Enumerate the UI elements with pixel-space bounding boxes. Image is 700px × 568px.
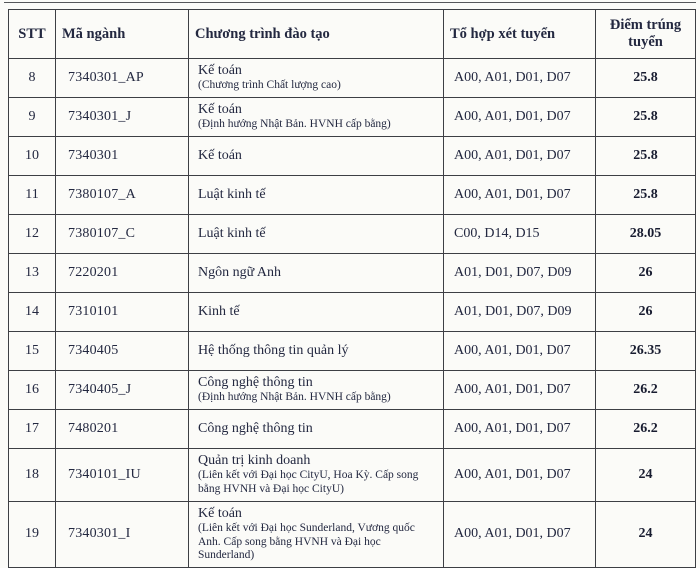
score-value: 26 bbox=[638, 265, 653, 280]
cell-score bbox=[596, 332, 696, 371]
cell-score bbox=[596, 449, 696, 502]
header-combination: Tổ hợp xét tuyển bbox=[444, 10, 596, 59]
table-row bbox=[9, 137, 696, 176]
score-value: 26.35 bbox=[629, 343, 662, 358]
table-header bbox=[9, 10, 696, 59]
program-name: Công nghệ thông tin bbox=[198, 420, 313, 436]
combination-value: A00, A01, D01, D07 bbox=[454, 343, 571, 358]
major-code-value: 7340301 bbox=[68, 148, 119, 163]
major-code-value: 7340301_AP bbox=[68, 70, 144, 85]
cell-combination bbox=[444, 293, 596, 332]
cell-stt bbox=[9, 410, 56, 449]
major-code-value: 7340301_J bbox=[68, 109, 132, 124]
table-row bbox=[9, 410, 696, 449]
cell-major-code bbox=[56, 371, 189, 410]
cell-program bbox=[189, 254, 444, 293]
cell-program bbox=[189, 215, 444, 254]
cell-major-code bbox=[56, 215, 189, 254]
cell-stt bbox=[9, 215, 56, 254]
major-code-value: 7340301_I bbox=[68, 526, 131, 542]
program-name: Hệ thống thông tin quản lý bbox=[198, 342, 349, 358]
program-name: Luật kinh tế bbox=[198, 225, 266, 241]
combination-value: A00, A01, D01, D07 bbox=[454, 187, 571, 202]
program-name: Kế toán bbox=[198, 63, 242, 79]
stt-value: 17 bbox=[25, 421, 39, 436]
table-row bbox=[9, 371, 696, 410]
stt-value: 18 bbox=[25, 466, 39, 482]
score-value: 28.05 bbox=[629, 226, 662, 241]
cell-score bbox=[596, 371, 696, 410]
cell-stt bbox=[9, 371, 56, 410]
cell-major-code bbox=[56, 98, 189, 137]
major-code-value: 7380107_A bbox=[68, 187, 136, 202]
header-stt: STT bbox=[9, 10, 56, 59]
major-code-value: 7480201 bbox=[68, 421, 119, 436]
combination-value: A01, D01, D07, D09 bbox=[454, 265, 572, 280]
program-name: Kế toán bbox=[198, 102, 242, 118]
score-value: 24 bbox=[638, 466, 653, 482]
major-code-value: 7340405_J bbox=[68, 382, 132, 397]
header-score: Điểm trúng tuyển bbox=[596, 10, 696, 59]
program-note: (Định hướng Nhật Bản. HVNH cấp bằng) bbox=[198, 118, 391, 131]
score-value: 26.2 bbox=[633, 382, 658, 397]
score-value: 25.8 bbox=[633, 70, 658, 85]
combination-value: A00, A01, D01, D07 bbox=[454, 382, 571, 397]
cell-program bbox=[189, 98, 444, 137]
table-row bbox=[9, 332, 696, 371]
cell-score bbox=[596, 59, 696, 98]
page-crop-line bbox=[4, 2, 696, 3]
major-code-value: 7340405 bbox=[68, 343, 119, 358]
cell-combination bbox=[444, 176, 596, 215]
stt-value: 13 bbox=[25, 265, 39, 280]
cell-combination bbox=[444, 371, 596, 410]
cell-combination bbox=[444, 501, 596, 567]
major-code-value: 7380107_C bbox=[68, 226, 136, 241]
cell-program bbox=[189, 293, 444, 332]
combination-value: A00, A01, D01, D07 bbox=[454, 109, 571, 124]
cell-stt bbox=[9, 176, 56, 215]
cell-major-code bbox=[56, 332, 189, 371]
table-row bbox=[9, 215, 696, 254]
cell-program bbox=[189, 176, 444, 215]
score-value: 24 bbox=[638, 526, 653, 542]
cell-stt bbox=[9, 137, 56, 176]
cell-program bbox=[189, 371, 444, 410]
program-name: Luật kinh tế bbox=[198, 186, 266, 202]
stt-value: 8 bbox=[28, 70, 36, 85]
cell-program bbox=[189, 59, 444, 98]
combination-value: A01, D01, D07, D09 bbox=[454, 304, 572, 319]
cell-stt bbox=[9, 59, 56, 98]
cell-score bbox=[596, 410, 696, 449]
cell-stt bbox=[9, 293, 56, 332]
score-value: 26.2 bbox=[633, 421, 658, 436]
major-code-value: 7220201 bbox=[68, 265, 119, 280]
cell-major-code bbox=[56, 501, 189, 567]
cell-score bbox=[596, 501, 696, 567]
program-note: (Liên kết với Đại học Sunderland, Vương quốc Anh. Cấp song bằng HVNH và Đại học Sunderland) bbox=[198, 521, 415, 562]
cell-combination bbox=[444, 332, 596, 371]
cell-combination bbox=[444, 254, 596, 293]
cell-stt bbox=[9, 501, 56, 567]
stt-value: 10 bbox=[25, 148, 39, 163]
header-program: Chương trình đào tạo bbox=[189, 10, 444, 59]
cell-stt bbox=[9, 332, 56, 371]
cell-program bbox=[189, 501, 444, 567]
program-name: Quản trị kinh doanh bbox=[198, 453, 311, 468]
cell-score bbox=[596, 137, 696, 176]
program-note: (Liên kết với Đại học CityU, Hoa Kỳ. Cấp song bằng HVNH và Đại học CityU) bbox=[198, 469, 419, 495]
score-value: 26 bbox=[638, 304, 653, 319]
score-value: 25.8 bbox=[633, 148, 658, 163]
program-name: Ngôn ngữ Anh bbox=[198, 264, 282, 280]
cell-program bbox=[189, 449, 444, 502]
cell-program bbox=[189, 137, 444, 176]
combination-value: A00, A01, D01, D07 bbox=[454, 421, 571, 436]
program-name: Kế toán bbox=[198, 505, 242, 521]
header-major-code: Mã ngành bbox=[56, 10, 189, 59]
cell-major-code bbox=[56, 59, 189, 98]
stt-value: 9 bbox=[28, 109, 36, 124]
cell-major-code bbox=[56, 449, 189, 502]
cell-score bbox=[596, 98, 696, 137]
table-row bbox=[9, 176, 696, 215]
program-name: Kinh tế bbox=[198, 303, 240, 319]
combination-value: C00, D14, D15 bbox=[454, 226, 540, 241]
stt-value: 16 bbox=[25, 382, 39, 397]
combination-value: A00, A01, D01, D07 bbox=[454, 70, 571, 85]
cell-combination bbox=[444, 449, 596, 502]
table-row bbox=[9, 254, 696, 293]
major-code-value: 7340101_IU bbox=[68, 466, 141, 482]
table-body bbox=[9, 59, 696, 568]
stt-value: 19 bbox=[25, 526, 39, 542]
stt-value: 12 bbox=[25, 226, 39, 241]
combination-value: A00, A01, D01, D07 bbox=[454, 466, 571, 482]
combination-value: A00, A01, D01, D07 bbox=[454, 526, 571, 542]
cell-combination bbox=[444, 59, 596, 98]
cell-combination bbox=[444, 410, 596, 449]
stt-value: 15 bbox=[25, 343, 39, 358]
table-row bbox=[9, 501, 696, 567]
cell-program bbox=[189, 410, 444, 449]
score-value: 25.8 bbox=[633, 187, 658, 202]
admission-score-table bbox=[8, 9, 696, 568]
cell-major-code bbox=[56, 410, 189, 449]
cell-score bbox=[596, 176, 696, 215]
cell-combination bbox=[444, 215, 596, 254]
program-note: (Định hướng Nhật Bản. HVNH cấp bằng) bbox=[198, 391, 391, 404]
cell-major-code bbox=[56, 137, 189, 176]
cell-score bbox=[596, 215, 696, 254]
table-row bbox=[9, 59, 696, 98]
program-name: Công nghệ thông tin bbox=[198, 375, 313, 391]
header-row bbox=[9, 10, 696, 59]
major-code-value: 7310101 bbox=[68, 304, 119, 319]
cell-stt bbox=[9, 254, 56, 293]
cell-stt bbox=[9, 449, 56, 502]
cell-program bbox=[189, 332, 444, 371]
cell-combination bbox=[444, 137, 596, 176]
score-value: 25.8 bbox=[633, 109, 658, 124]
cell-major-code bbox=[56, 293, 189, 332]
cell-score bbox=[596, 254, 696, 293]
cell-major-code bbox=[56, 176, 189, 215]
cell-combination bbox=[444, 98, 596, 137]
program-note: (Chương trình Chất lượng cao) bbox=[198, 79, 341, 92]
combination-value: A00, A01, D01, D07 bbox=[454, 148, 571, 163]
table-row bbox=[9, 449, 696, 502]
cell-score bbox=[596, 293, 696, 332]
stt-value: 11 bbox=[25, 187, 39, 202]
table-row bbox=[9, 293, 696, 332]
stt-value: 14 bbox=[25, 304, 39, 319]
table-row bbox=[9, 98, 696, 137]
cell-major-code bbox=[56, 254, 189, 293]
program-name: Kế toán bbox=[198, 147, 242, 163]
cell-stt bbox=[9, 98, 56, 137]
